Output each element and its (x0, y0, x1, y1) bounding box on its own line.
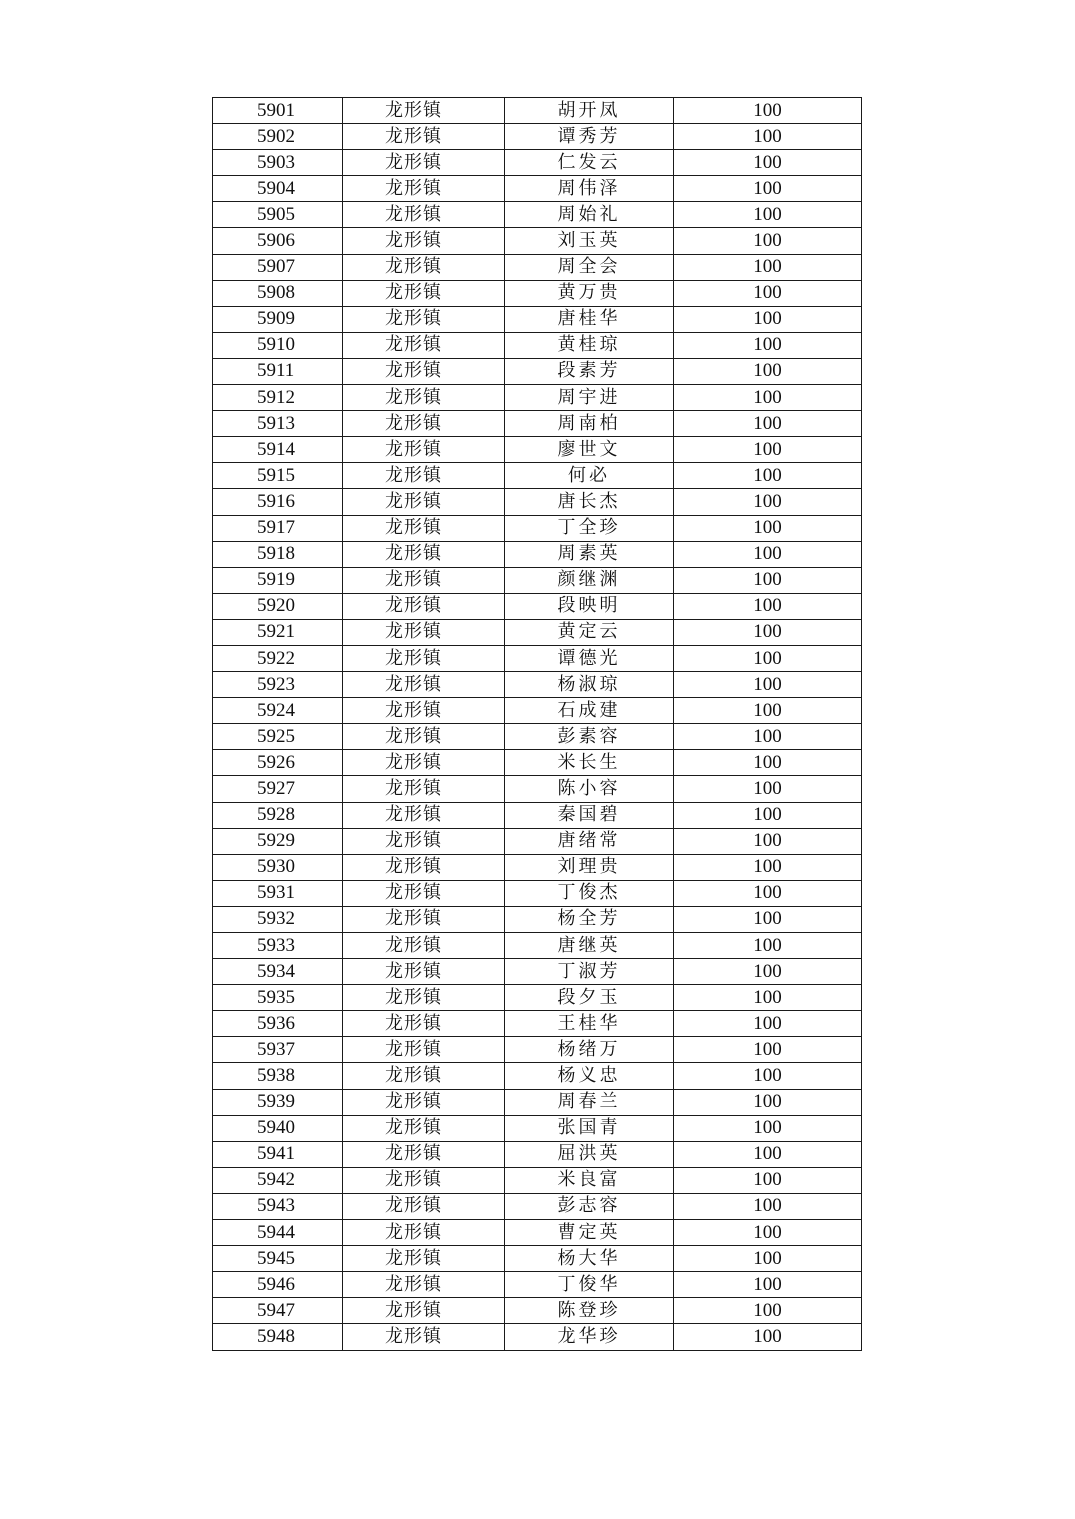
serial-number-cell: 5926 (213, 750, 343, 776)
amount-cell: 100 (674, 1272, 862, 1298)
person-name-cell: 杨全芳 (505, 906, 674, 932)
person-name-cell: 何必 (505, 463, 674, 489)
person-name-cell: 周南柏 (505, 411, 674, 437)
table-row (213, 1141, 862, 1167)
amount-cell: 100 (674, 98, 862, 124)
town-cell: 龙形镇 (343, 1011, 505, 1037)
person-name-cell: 石成建 (505, 698, 674, 724)
town-cell: 龙形镇 (343, 332, 505, 358)
table-row (213, 150, 862, 176)
town-cell: 龙形镇 (343, 880, 505, 906)
amount-cell: 100 (674, 1063, 862, 1089)
serial-number-cell: 5929 (213, 828, 343, 854)
person-name-cell: 秦国碧 (505, 802, 674, 828)
serial-number-cell: 5930 (213, 854, 343, 880)
serial-number-cell: 5910 (213, 332, 343, 358)
town-cell: 龙形镇 (343, 541, 505, 567)
serial-number-cell: 5934 (213, 959, 343, 985)
table-row (213, 724, 862, 750)
table-row (213, 750, 862, 776)
table-row (213, 1298, 862, 1324)
amount-cell: 100 (674, 724, 862, 750)
town-cell: 龙形镇 (343, 750, 505, 776)
person-name-cell: 丁淑芳 (505, 959, 674, 985)
serial-number-cell: 5944 (213, 1220, 343, 1246)
serial-number-cell: 5932 (213, 906, 343, 932)
town-cell: 龙形镇 (343, 959, 505, 985)
amount-cell: 100 (674, 1089, 862, 1115)
amount-cell: 100 (674, 1141, 862, 1167)
serial-number-cell: 5924 (213, 698, 343, 724)
serial-number-cell: 5936 (213, 1011, 343, 1037)
amount-cell: 100 (674, 515, 862, 541)
serial-number-cell: 5918 (213, 541, 343, 567)
person-name-cell: 段素芳 (505, 358, 674, 384)
table-row (213, 437, 862, 463)
town-cell: 龙形镇 (343, 854, 505, 880)
table-row (213, 1115, 862, 1141)
person-name-cell: 谭德光 (505, 645, 674, 671)
amount-cell: 100 (674, 411, 862, 437)
table-row (213, 672, 862, 698)
town-cell: 龙形镇 (343, 933, 505, 959)
town-cell: 龙形镇 (343, 985, 505, 1011)
table-row (213, 1246, 862, 1272)
amount-cell: 100 (674, 750, 862, 776)
person-name-cell: 仁发云 (505, 150, 674, 176)
table-row (213, 959, 862, 985)
amount-cell: 100 (674, 1115, 862, 1141)
table-row (213, 906, 862, 932)
amount-cell: 100 (674, 959, 862, 985)
table-row (213, 254, 862, 280)
person-name-cell: 张国青 (505, 1115, 674, 1141)
amount-cell: 100 (674, 1246, 862, 1272)
table-row (213, 1089, 862, 1115)
person-name-cell: 龙华珍 (505, 1324, 674, 1350)
table-row (213, 619, 862, 645)
serial-number-cell: 5946 (213, 1272, 343, 1298)
amount-cell: 100 (674, 1298, 862, 1324)
table-row (213, 1193, 862, 1219)
serial-number-cell: 5905 (213, 202, 343, 228)
table-row (213, 1011, 862, 1037)
amount-cell: 100 (674, 332, 862, 358)
amount-cell: 100 (674, 150, 862, 176)
person-name-cell: 彭素容 (505, 724, 674, 750)
table-row (213, 124, 862, 150)
person-name-cell: 周春兰 (505, 1089, 674, 1115)
person-name-cell: 刘玉英 (505, 228, 674, 254)
person-name-cell: 颜继渊 (505, 567, 674, 593)
person-name-cell: 屈洪英 (505, 1141, 674, 1167)
person-name-cell: 丁全珍 (505, 515, 674, 541)
serial-number-cell: 5938 (213, 1063, 343, 1089)
amount-cell: 100 (674, 202, 862, 228)
serial-number-cell: 5915 (213, 463, 343, 489)
person-name-cell: 曹定英 (505, 1220, 674, 1246)
table-row (213, 463, 862, 489)
serial-number-cell: 5907 (213, 254, 343, 280)
amount-cell: 100 (674, 933, 862, 959)
amount-cell: 100 (674, 593, 862, 619)
serial-number-cell: 5919 (213, 567, 343, 593)
table-row (213, 385, 862, 411)
table-row (213, 515, 862, 541)
table-row (213, 593, 862, 619)
town-cell: 龙形镇 (343, 1037, 505, 1063)
town-cell: 龙形镇 (343, 567, 505, 593)
amount-cell: 100 (674, 437, 862, 463)
table-row (213, 854, 862, 880)
serial-number-cell: 5912 (213, 385, 343, 411)
amount-cell: 100 (674, 802, 862, 828)
serial-number-cell: 5913 (213, 411, 343, 437)
town-cell: 龙形镇 (343, 724, 505, 750)
person-name-cell: 刘理贵 (505, 854, 674, 880)
serial-number-cell: 5922 (213, 645, 343, 671)
serial-number-cell: 5947 (213, 1298, 343, 1324)
person-name-cell: 米良富 (505, 1167, 674, 1193)
amount-cell: 100 (674, 698, 862, 724)
serial-number-cell: 5928 (213, 802, 343, 828)
town-cell: 龙形镇 (343, 672, 505, 698)
amount-cell: 100 (674, 541, 862, 567)
person-name-cell: 周宇进 (505, 385, 674, 411)
table-row (213, 802, 862, 828)
person-name-cell: 周全会 (505, 254, 674, 280)
person-name-cell: 周素英 (505, 541, 674, 567)
person-name-cell: 唐绪常 (505, 828, 674, 854)
town-cell: 龙形镇 (343, 593, 505, 619)
amount-cell: 100 (674, 489, 862, 515)
person-name-cell: 杨义忠 (505, 1063, 674, 1089)
person-name-cell: 段夕玉 (505, 985, 674, 1011)
amount-cell: 100 (674, 645, 862, 671)
serial-number-cell: 5937 (213, 1037, 343, 1063)
town-cell: 龙形镇 (343, 645, 505, 671)
amount-cell: 100 (674, 672, 862, 698)
town-cell: 龙形镇 (343, 150, 505, 176)
person-name-cell: 杨大华 (505, 1246, 674, 1272)
person-name-cell: 黄桂琼 (505, 332, 674, 358)
roster-table (212, 97, 862, 1351)
town-cell: 龙形镇 (343, 176, 505, 202)
person-name-cell: 谭秀芳 (505, 124, 674, 150)
serial-number-cell: 5941 (213, 1141, 343, 1167)
table-row (213, 645, 862, 671)
table-row (213, 411, 862, 437)
town-cell: 龙形镇 (343, 1324, 505, 1350)
person-name-cell: 丁俊杰 (505, 880, 674, 906)
town-cell: 龙形镇 (343, 698, 505, 724)
amount-cell: 100 (674, 776, 862, 802)
person-name-cell: 杨淑琼 (505, 672, 674, 698)
serial-number-cell: 5942 (213, 1167, 343, 1193)
table-row (213, 489, 862, 515)
amount-cell: 100 (674, 280, 862, 306)
town-cell: 龙形镇 (343, 437, 505, 463)
person-name-cell: 陈小容 (505, 776, 674, 802)
amount-cell: 100 (674, 463, 862, 489)
amount-cell: 100 (674, 306, 862, 332)
table-row (213, 176, 862, 202)
town-cell: 龙形镇 (343, 306, 505, 332)
person-name-cell: 彭志容 (505, 1193, 674, 1219)
serial-number-cell: 5921 (213, 619, 343, 645)
serial-number-cell: 5943 (213, 1193, 343, 1219)
amount-cell: 100 (674, 1011, 862, 1037)
table-row (213, 280, 862, 306)
town-cell: 龙形镇 (343, 1220, 505, 1246)
serial-number-cell: 5904 (213, 176, 343, 202)
amount-cell: 100 (674, 358, 862, 384)
table-row (213, 1167, 862, 1193)
table-row (213, 698, 862, 724)
table-row (213, 1063, 862, 1089)
amount-cell: 100 (674, 1193, 862, 1219)
table-row (213, 541, 862, 567)
person-name-cell: 丁俊华 (505, 1272, 674, 1298)
table-row (213, 985, 862, 1011)
amount-cell: 100 (674, 906, 862, 932)
town-cell: 龙形镇 (343, 906, 505, 932)
serial-number-cell: 5908 (213, 280, 343, 306)
town-cell: 龙形镇 (343, 1141, 505, 1167)
table-row (213, 202, 862, 228)
town-cell: 龙形镇 (343, 385, 505, 411)
person-name-cell: 王桂华 (505, 1011, 674, 1037)
amount-cell: 100 (674, 854, 862, 880)
roster-table-body (213, 98, 862, 1351)
town-cell: 龙形镇 (343, 1167, 505, 1193)
amount-cell: 100 (674, 880, 862, 906)
amount-cell: 100 (674, 254, 862, 280)
person-name-cell: 陈登珍 (505, 1298, 674, 1324)
town-cell: 龙形镇 (343, 619, 505, 645)
person-name-cell: 唐继英 (505, 933, 674, 959)
serial-number-cell: 5916 (213, 489, 343, 515)
person-name-cell: 黄定云 (505, 619, 674, 645)
person-name-cell: 黄万贵 (505, 280, 674, 306)
town-cell: 龙形镇 (343, 1193, 505, 1219)
table-row (213, 933, 862, 959)
serial-number-cell: 5945 (213, 1246, 343, 1272)
person-name-cell: 周始礼 (505, 202, 674, 228)
person-name-cell: 周伟泽 (505, 176, 674, 202)
town-cell: 龙形镇 (343, 1089, 505, 1115)
serial-number-cell: 5940 (213, 1115, 343, 1141)
table-row (213, 776, 862, 802)
table-row (213, 98, 862, 124)
serial-number-cell: 5923 (213, 672, 343, 698)
town-cell: 龙形镇 (343, 280, 505, 306)
amount-cell: 100 (674, 985, 862, 1011)
serial-number-cell: 5901 (213, 98, 343, 124)
town-cell: 龙形镇 (343, 124, 505, 150)
town-cell: 龙形镇 (343, 1298, 505, 1324)
town-cell: 龙形镇 (343, 254, 505, 280)
serial-number-cell: 5906 (213, 228, 343, 254)
serial-number-cell: 5902 (213, 124, 343, 150)
serial-number-cell: 5903 (213, 150, 343, 176)
town-cell: 龙形镇 (343, 515, 505, 541)
document-page (212, 97, 861, 1351)
serial-number-cell: 5917 (213, 515, 343, 541)
table-row (213, 332, 862, 358)
serial-number-cell: 5948 (213, 1324, 343, 1350)
table-row (213, 358, 862, 384)
town-cell: 龙形镇 (343, 828, 505, 854)
amount-cell: 100 (674, 1324, 862, 1350)
table-row (213, 1220, 862, 1246)
town-cell: 龙形镇 (343, 802, 505, 828)
serial-number-cell: 5925 (213, 724, 343, 750)
amount-cell: 100 (674, 385, 862, 411)
town-cell: 龙形镇 (343, 202, 505, 228)
amount-cell: 100 (674, 1037, 862, 1063)
table-row (213, 828, 862, 854)
person-name-cell: 胡开凤 (505, 98, 674, 124)
amount-cell: 100 (674, 176, 862, 202)
town-cell: 龙形镇 (343, 228, 505, 254)
amount-cell: 100 (674, 1167, 862, 1193)
serial-number-cell: 5909 (213, 306, 343, 332)
person-name-cell: 米长生 (505, 750, 674, 776)
table-row (213, 1272, 862, 1298)
town-cell: 龙形镇 (343, 98, 505, 124)
serial-number-cell: 5927 (213, 776, 343, 802)
amount-cell: 100 (674, 228, 862, 254)
town-cell: 龙形镇 (343, 1063, 505, 1089)
amount-cell: 100 (674, 1220, 862, 1246)
town-cell: 龙形镇 (343, 1272, 505, 1298)
amount-cell: 100 (674, 619, 862, 645)
serial-number-cell: 5920 (213, 593, 343, 619)
town-cell: 龙形镇 (343, 489, 505, 515)
person-name-cell: 段映明 (505, 593, 674, 619)
person-name-cell: 杨绪万 (505, 1037, 674, 1063)
amount-cell: 100 (674, 828, 862, 854)
serial-number-cell: 5939 (213, 1089, 343, 1115)
table-row (213, 567, 862, 593)
serial-number-cell: 5931 (213, 880, 343, 906)
table-row (213, 1324, 862, 1350)
amount-cell: 100 (674, 124, 862, 150)
table-row (213, 880, 862, 906)
serial-number-cell: 5935 (213, 985, 343, 1011)
table-row (213, 306, 862, 332)
serial-number-cell: 5911 (213, 358, 343, 384)
town-cell: 龙形镇 (343, 411, 505, 437)
table-row (213, 228, 862, 254)
serial-number-cell: 5914 (213, 437, 343, 463)
person-name-cell: 唐长杰 (505, 489, 674, 515)
amount-cell: 100 (674, 567, 862, 593)
table-row (213, 1037, 862, 1063)
town-cell: 龙形镇 (343, 1115, 505, 1141)
person-name-cell: 廖世文 (505, 437, 674, 463)
town-cell: 龙形镇 (343, 463, 505, 489)
town-cell: 龙形镇 (343, 1246, 505, 1272)
person-name-cell: 唐桂华 (505, 306, 674, 332)
town-cell: 龙形镇 (343, 358, 505, 384)
town-cell: 龙形镇 (343, 776, 505, 802)
serial-number-cell: 5933 (213, 933, 343, 959)
